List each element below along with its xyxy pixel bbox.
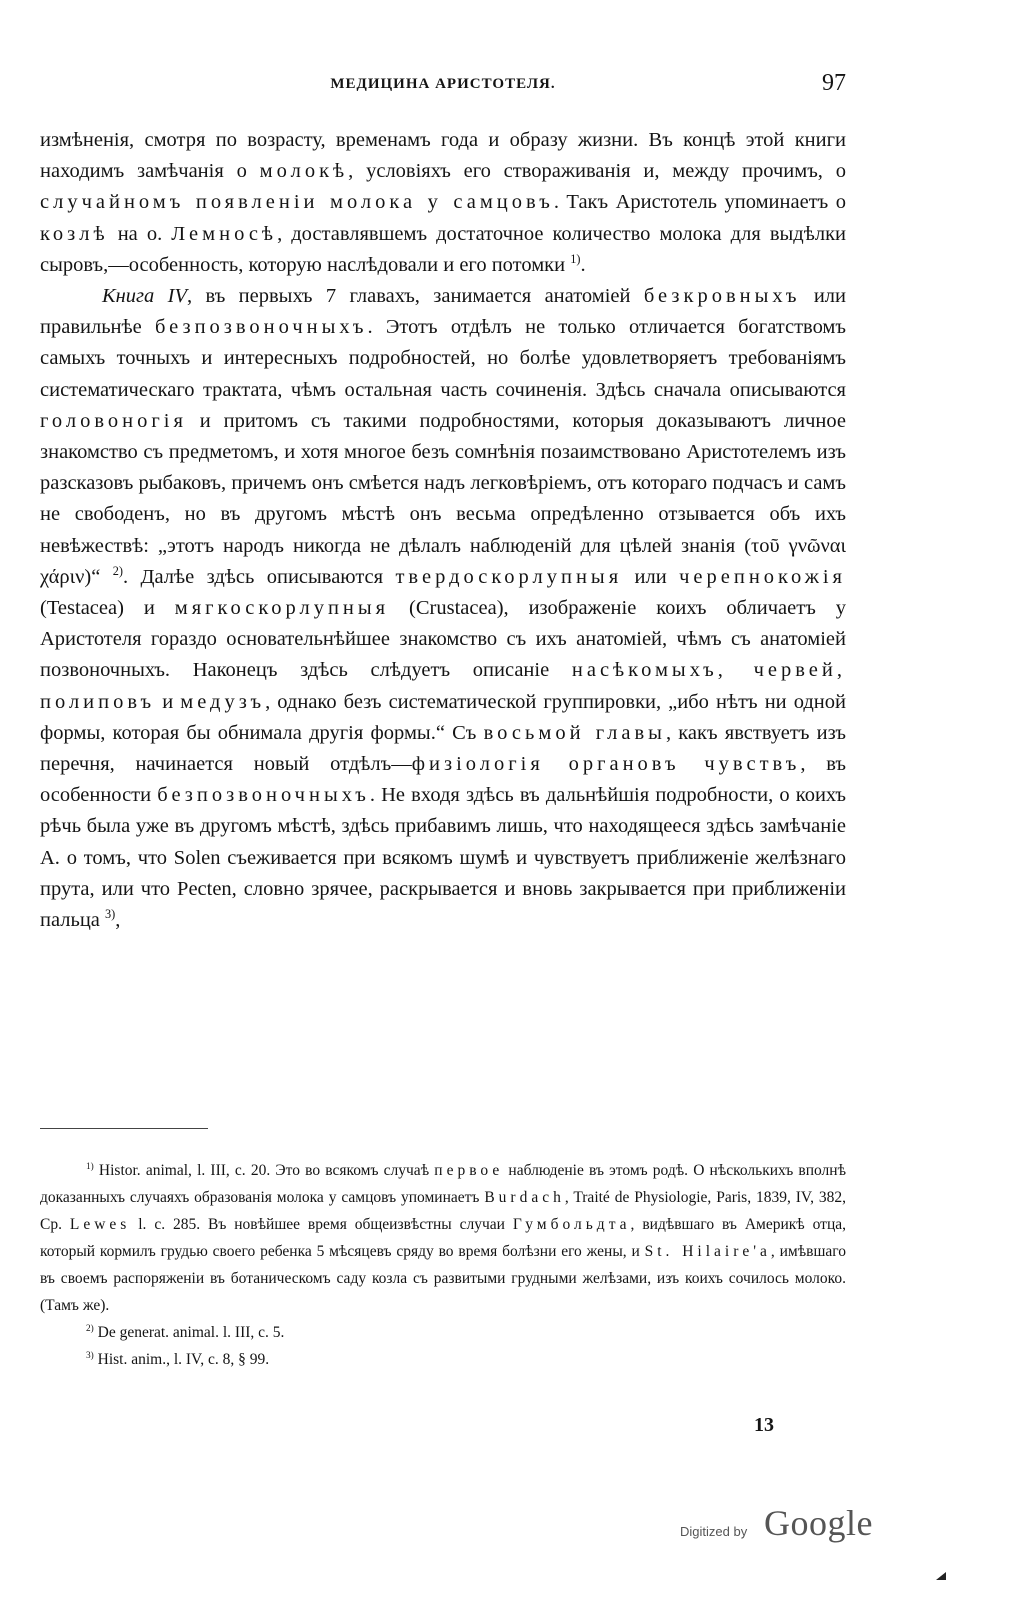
spaced-term: черепнокожія [679,565,846,588]
text-run: . Такъ Аристотель упоминаетъ о [553,191,846,214]
italic-term: Книга IV [102,285,188,308]
text-run: измѣненія, смотря по возрасту, временамъ года и образу жизни. Въ концѣ этой книги находимъ замѣчанія о [40,129,846,183]
spaced-term: безпозвоночныхъ [154,316,368,339]
text-run: De generat. animal. l. III, c. 5. [93,1324,285,1341]
spaced-term: восьмой главы [483,721,666,744]
text-run: Histor. animal, l. III, c. 20. Это во всякомъ случаѣ [93,1162,435,1179]
spaced-term: Гумбольдта [512,1216,631,1233]
text-run: и [155,690,181,713]
text-run: . [580,253,586,276]
text-run: , какъ явствуетъ изъ перечня, начинается новый отдѣлъ— [40,721,846,776]
footnote-rule [40,1128,208,1129]
spaced-term: молокѣ [259,160,349,183]
running-title: МЕДИЦИНА АРИСТОТЕЛЯ. [330,76,556,92]
text-run: или правильнѣе [40,285,847,339]
digitized-by-label: Digitized by [680,1524,748,1539]
text-run: или [622,565,680,588]
text-run: , доставлявшемъ достаточное количество молока для выдѣлки сыровъ,—особенность, которую наслѣдовали и его потомки [40,222,846,276]
text-run: , однако безъ систематической группировки, „ибо нѣтъ ни одной формы, которая бы обнимала другія формы.“ Съ [40,690,846,744]
footnote-mark: 2) [86,1323,94,1334]
text-run: наблюденіе въ этомъ родѣ. О нѣсколькихъ вполнѣ доказанныхъ случаяхъ образованія молока у самцовъ упоминаетъ [40,1162,847,1206]
footnote-mark: 1) [86,1161,94,1172]
text-run: l. c. 285. Въ новѣйшее время общеизвѣстны случаи [130,1216,513,1233]
footnote [40,1157,846,1319]
footnote [40,1319,846,1346]
spaced-term: насѣкомыхъ, червей, полиповъ [40,659,846,713]
spaced-term: случайномъ появленіи молока у самцовъ [40,191,554,214]
text-run: , [115,909,121,932]
spaced-term: физіологія органовъ чувствъ [411,753,801,776]
spaced-term: головоногія [40,409,187,432]
text-run: , видѣвшаго въ Америкѣ отца, который кормилъ грудью своего ребенка 5 мѣсяцевъ сряду во время болѣзни его жены, и [40,1216,846,1260]
text-run: , въ первыхъ 7 главахъ, занимается анатоміей [187,285,644,308]
spaced-term: Burdach [484,1189,565,1206]
text-run: на о. [108,222,172,245]
footnote-ref: 3) [105,907,116,922]
footnote-mark: 3) [86,1350,94,1361]
spaced-term: мягкоскорлупныя [174,597,390,620]
spaced-term: козлѣ [40,222,109,245]
page-number: 97 [822,70,846,96]
corner-arrow-icon [936,1572,946,1580]
text-run: , въ особенности [40,753,846,807]
spaced-term: St. Hilaire'a [644,1243,771,1260]
text-run: , Traité de Physiologie, Paris, 1839, IV, 382, Ср. [40,1189,846,1233]
spaced-term: твердоскорлупныя [395,565,623,588]
digitized-by-watermark [680,1502,890,1550]
main-text [40,125,846,936]
text-run: Hist. anim., l. IV, c. 8, § 99. [93,1351,270,1368]
text-run: , условіяхъ его створаживанія и, между прочимъ, о [348,160,846,183]
text-run: (Crustacea), изображеніе коихъ обличаетъ у Аристотеля гораздо основательнѣйшее знакомство съ ихъ анатоміей, чѣмъ съ анатоміей позвоночныхъ. Наконецъ здѣсь слѣдуетъ описаніе [40,597,846,682]
footnote-ref: 2) [112,564,123,579]
footnote-ref: 1) [570,251,581,266]
spaced-term: безкровныхъ [643,285,801,308]
text-run: . Этотъ отдѣлъ не только отличается богатствомъ самыхъ точныхъ и интересныхъ подробностей, но болѣе удовлетворяетъ требованіямъ систематическаго трактата, чѣмъ остальная часть сочиненія. Здѣсь сначала описываются [40,316,846,401]
paragraph [40,281,846,936]
spaced-term: Лемносѣ [171,222,278,245]
paragraph [40,125,846,281]
spaced-term: первое [434,1162,504,1179]
running-head [40,70,846,98]
signature-mark: 13 [754,1414,774,1436]
spaced-term: безпозвоночныхъ [157,784,370,807]
text-run: . Далѣе здѣсь описываются [122,565,396,588]
text-run: и притомъ съ такими подробностями, которыя доказываютъ личное знакомство съ предметомъ, и хотя многое безъ сомнѣнія позаимствовано Аристотелемъ изъ разсказовъ рыбаковъ, причемъ онъ смѣется надъ легковѣріемъ, отъ котораго подчасъ и самъ не свободенъ, но въ другомъ мѣстѣ онъ весьма опредѣленно отзывается объ ихъ невѣжествѣ: „этотъ народъ никогда не дѣлалъ наблюденій для цѣлей знанія (τοῦ γνῶναι χάριν)“ [40,409,846,588]
text-run: , имѣвшаго въ своемъ распоряженіи въ ботаническомъ саду козла съ развитыми грудными желѣзами, изъ коихъ сочилось молоко. (Тамъ же). [40,1243,847,1314]
footnotes [40,1157,846,1373]
footnote [40,1346,846,1373]
text-run: . Не входя здѣсь въ дальнѣйшія подробности, о коихъ рѣчь была уже въ другомъ мѣстѣ, здѣсь прибавимъ лишь, что находящееся здѣсь замѣчаніе А. о томъ, что Solen съеживается при всякомъ шумѣ и чувствуетъ приближеніе желѣзнаго прута, или что Pecten, словно зрячее, раскрывается и вновь закрывается при приближеніи пальца [40,784,846,932]
text-run: (Testacea) и [40,597,175,620]
spaced-term: Lewes [69,1216,131,1233]
spaced-term: медузъ [180,690,266,713]
google-logo: Google [764,1503,873,1543]
